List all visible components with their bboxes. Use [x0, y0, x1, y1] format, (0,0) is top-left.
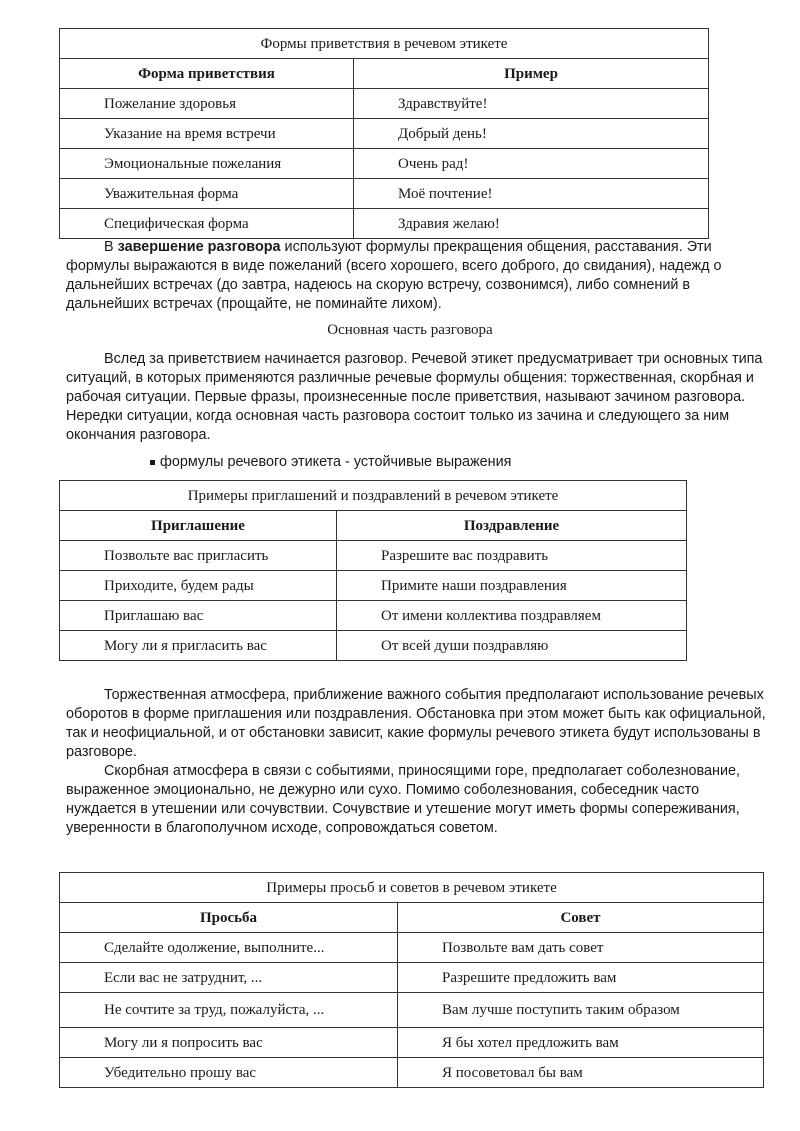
table-caption: Примеры просьб и советов в речевом этикете	[60, 873, 764, 903]
table-cell: Сделайте одолжение, выполните...	[60, 933, 398, 963]
table-cell: Уважительная форма	[60, 179, 354, 209]
table-row	[60, 119, 709, 149]
invitations-table	[59, 480, 687, 661]
greetings-table	[59, 28, 709, 239]
table-cell: Эмоциональные пожелания	[60, 149, 354, 179]
table-cell: Позвольте вам дать совет	[398, 933, 764, 963]
table-header-advice: Совет	[398, 903, 764, 933]
table-row	[60, 963, 764, 993]
bullet-icon	[150, 460, 155, 465]
table-row	[60, 571, 687, 601]
paragraph-ending	[66, 238, 766, 314]
table-row	[60, 541, 687, 571]
table-row	[60, 149, 709, 179]
paragraph-festive-text: Торжественная атмосфера, приближение важного события предполагают использование речевых оборотов в форме приглашения или поздравления. Обстановка при этом может быть как официальной, так и неофициальной, и от обстановки зависит, какие формулы речевого этикета будут использованы в разговоре.	[66, 687, 766, 760]
table-header-form: Форма приветствия	[60, 59, 354, 89]
table-cell: Могу ли я попросить вас	[60, 1028, 398, 1058]
table-cell: Позвольте вас пригласить	[60, 541, 337, 571]
table-cell: Здравия желаю!	[354, 209, 709, 239]
table-cell: Убедительно прошу вас	[60, 1058, 398, 1088]
table-cell: Пожелание здоровья	[60, 89, 354, 119]
table-cell: Здравствуйте!	[354, 89, 709, 119]
table-header-example: Пример	[354, 59, 709, 89]
table-cell: Указание на время встречи	[60, 119, 354, 149]
table-cell: Не сочтите за труд, пожалуйста, ...	[60, 993, 398, 1028]
paragraph-prefix: В	[104, 239, 118, 255]
paragraph-main-text: Вслед за приветствием начинается разговор. Речевой этикет предусматривает три основных типа ситуаций, в которых применяются различные речевые формулы общения: торжественная, скорбная и рабочая ситуации. Первые фразы, произнесенные после приветствия, называют зачином разговора. Нередки ситуации, когда основная часть разговора состоит только из зачина и следующего за ним окончания разговора.	[66, 351, 763, 443]
paragraph-bold-term: завершение разговора	[117, 239, 281, 255]
requests-table	[59, 872, 764, 1088]
table-cell: Приходите, будем рады	[60, 571, 337, 601]
table-cell: Могу ли я пригласить вас	[60, 631, 337, 661]
table-row	[60, 1028, 764, 1058]
table-row	[60, 89, 709, 119]
table-header-invitation: Приглашение	[60, 511, 337, 541]
table-cell: Очень рад!	[354, 149, 709, 179]
table-cell: Я посоветовал бы вам	[398, 1058, 764, 1088]
table-row	[60, 933, 764, 963]
paragraph-sad	[66, 762, 766, 838]
section-heading: Основная часть разговора	[327, 322, 493, 338]
table-cell: От всей души поздравляю	[337, 631, 687, 661]
table-row	[60, 209, 709, 239]
paragraph-main	[66, 350, 766, 445]
table-cell: Примите наши поздравления	[337, 571, 687, 601]
table-header-congratulation: Поздравление	[337, 511, 687, 541]
table-cell: Если вас не затруднит, ...	[60, 963, 398, 993]
table-caption: Примеры приглашений и поздравлений в речевом этикете	[60, 481, 687, 511]
table-row	[60, 631, 687, 661]
bullet-text: формулы речевого этикета - устойчивые выражения	[160, 454, 512, 470]
table-cell: Разрешите предложить вам	[398, 963, 764, 993]
paragraph-rest: используют формулы прекращения общения, расставания. Эти формулы выражаются в виде пожеланий (всего хорошего, всего доброго, до свидания), надежд о дальнейших встречах (до завтра, надеюсь на скорую встречу, созвонимся), либо сомнений в дальнейших встречах (прощайте, не поминайте лихом).	[66, 239, 722, 312]
table-cell: От имени коллектива поздравляем	[337, 601, 687, 631]
table-caption: Формы приветствия в речевом этикете	[60, 29, 709, 59]
table-cell: Приглашаю вас	[60, 601, 337, 631]
paragraph-sad-text: Скорбная атмосфера в связи с событиями, приносящими горе, предполагает соболезнование, выраженное эмоционально, не дежурно или сухо. Помимо соболезнования, собеседник часто нуждается в утешении или сочувствии. Сочувствие и утешение могут иметь формы сопереживания, уверенности в благополучном исходе, сопровождаться советом.	[66, 763, 741, 836]
table-cell: Я бы хотел предложить вам	[398, 1028, 764, 1058]
table-cell: Специфическая форма	[60, 209, 354, 239]
paragraph-festive	[66, 686, 766, 762]
table-row	[60, 601, 687, 631]
table-cell: Добрый день!	[354, 119, 709, 149]
table-cell: Моё почтение!	[354, 179, 709, 209]
table-cell: Разрешите вас поздравить	[337, 541, 687, 571]
table-cell: Вам лучше поступить таким образом	[398, 993, 764, 1028]
table-row	[60, 179, 709, 209]
table-header-request: Просьба	[60, 903, 398, 933]
bullet-item	[150, 454, 511, 470]
table-row	[60, 993, 764, 1028]
table-row	[60, 1058, 764, 1088]
